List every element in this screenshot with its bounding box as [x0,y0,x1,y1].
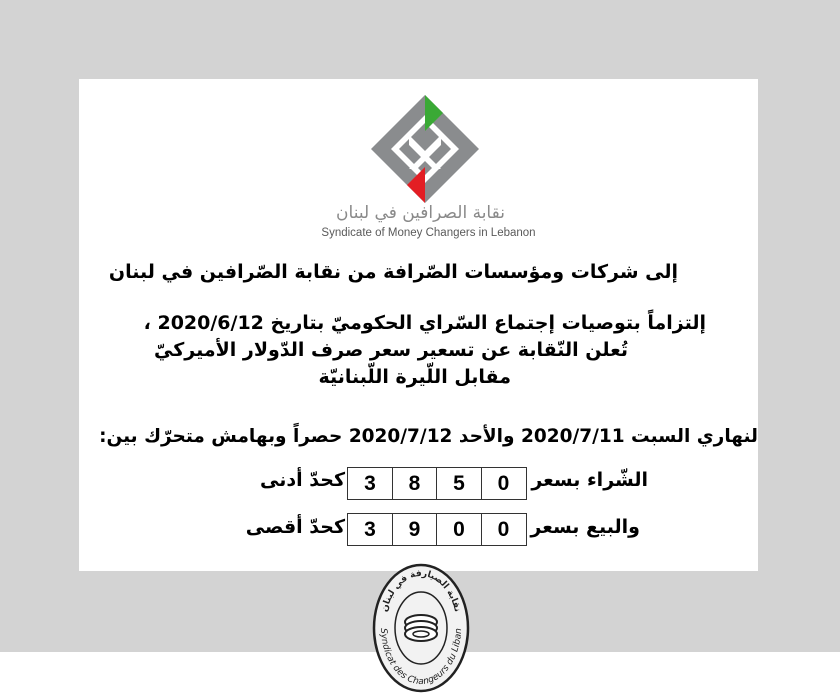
digit-box: 9 [392,513,438,546]
buy-rate-suffix: كحدّ أدنى [260,469,345,491]
digit-box: 0 [481,513,527,546]
syndicate-stamp-icon [371,562,471,694]
dates-line: لنهاري السبت 2020/7/11 والأحد 2020/7/12 حصراً وبهامش متحرّك بين: [99,426,758,447]
logo-english-name: Syndicate of Money Changers in Lebanon [321,227,536,239]
logo-arabic-name: نقابة الصرافين في لبنان [336,203,505,223]
digit-box: 0 [481,467,527,500]
digit-box: 8 [392,467,438,500]
announcement-card [79,79,758,571]
paragraph-line-1: إلتزاماً بتوصيات إجتماع السّراي الحكوميّ بتاريخ 2020/6/12 ، [143,312,706,334]
paragraph-line-3: مقابل اللّيرة اللّبنانيّة [318,366,511,388]
buy-rate-row [79,467,758,507]
digit-box: 3 [347,513,393,546]
stamp-top-text: نقابة الصيارفة في لبنان [379,568,463,614]
buy-rate-digits [347,467,527,500]
syndicate-logo [79,93,758,243]
digit-box: 5 [436,467,482,500]
sell-rate-label: والبيع بسعر [530,516,640,538]
announcement-heading: إلى شركات ومؤسسات الصّرافة من نقابة الصّرافين في لبنان [108,261,678,283]
digit-box: 0 [436,513,482,546]
paragraph-line-2: تُعلن النّقابة عن تسعير سعر صرف الدّولار الأميركيّ [154,339,628,361]
syndicate-logo-icon [369,93,481,203]
digit-box: 3 [347,467,393,500]
stamp-bottom-text: Syndicat des Changeurs du Liban [377,627,465,688]
sell-rate-row [79,513,758,553]
sell-rate-digits [347,513,527,546]
buy-rate-label: الشّراء بسعر [531,469,648,491]
sell-rate-suffix: كحدّ أقصى [245,516,345,538]
